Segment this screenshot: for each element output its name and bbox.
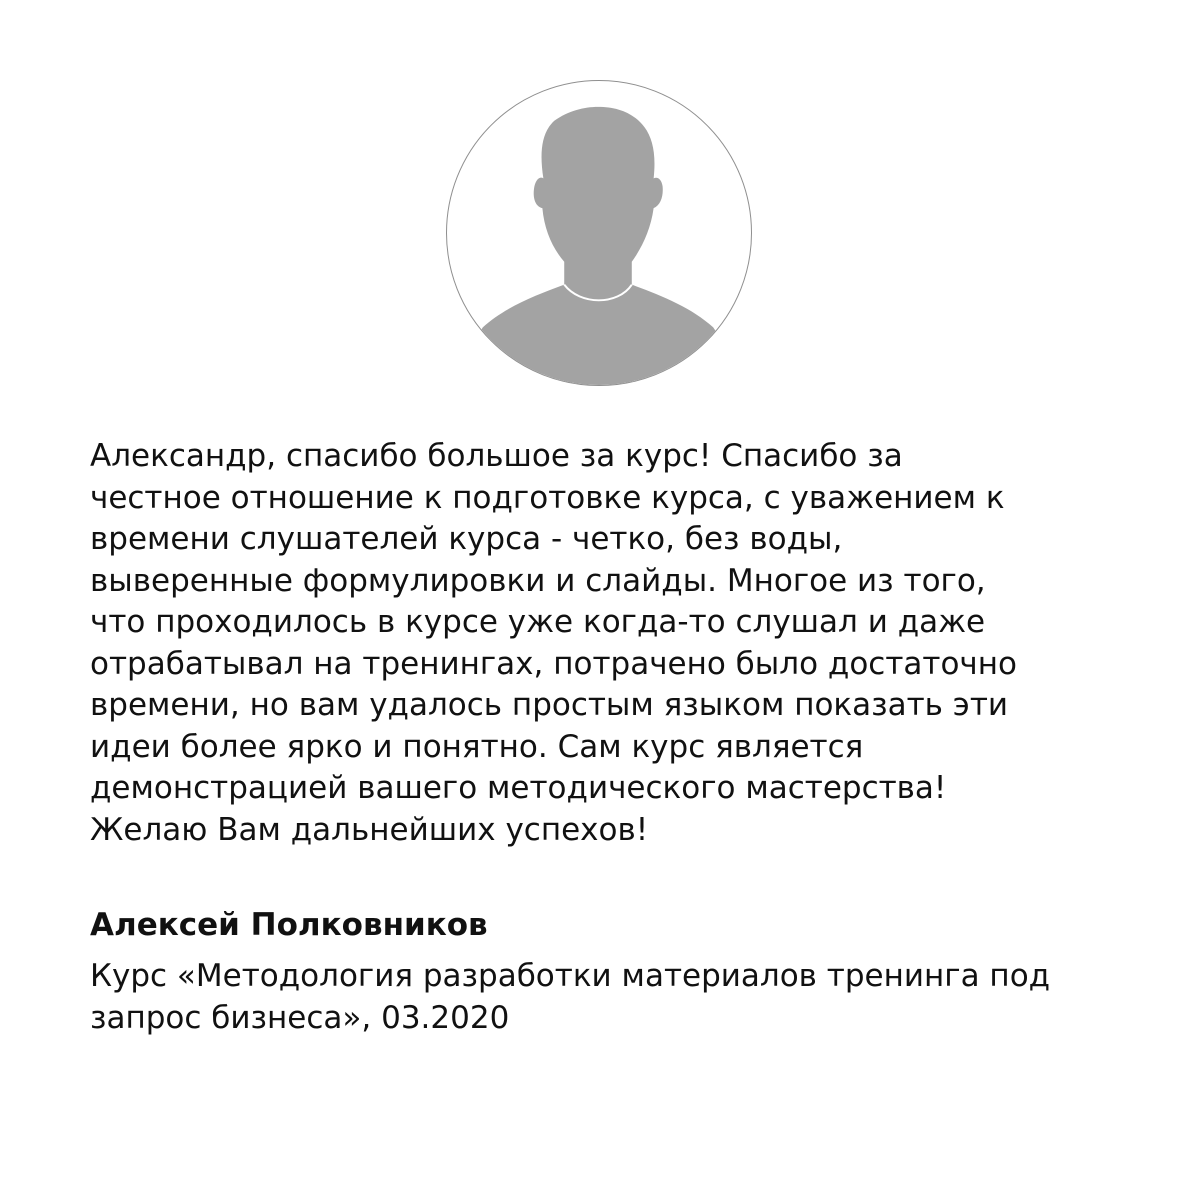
review-line: выверенные формулировки и слайды. Многое из того, [90, 562, 986, 599]
review-line: идеи более ярко и понятно. Сам курс является [90, 728, 864, 765]
review-line: Александр, спасибо большое за курс! Спасибо за [90, 438, 903, 474]
review-line: отрабатывал на тренингах, потрачено было достаточно [90, 645, 1017, 682]
review-line: что проходилось в курсе уже когда-то слушал и даже [90, 604, 986, 640]
course-line: Курс «Методология разработки материалов тренинга под [90, 958, 1051, 994]
review-line: времени слушателей курса - четко, без воды, [90, 521, 843, 557]
user-silhouette-icon [447, 81, 751, 385]
review-text [90, 436, 1130, 851]
avatar [446, 80, 752, 386]
course-line: запрос бизнеса», 03.2020 [90, 999, 510, 1036]
author-name: Алексей Полковников [90, 907, 488, 943]
review-line: времени, но вам удалось простым языком показать эти [90, 687, 1009, 723]
review-line: демонстрацией вашего методического мастерства! [90, 770, 947, 806]
review-line: честное отношение к подготовке курса, с уважением к [90, 479, 1005, 516]
course-info [90, 956, 1150, 1039]
review-line: Желаю Вам дальнейших успехов! [90, 811, 649, 848]
